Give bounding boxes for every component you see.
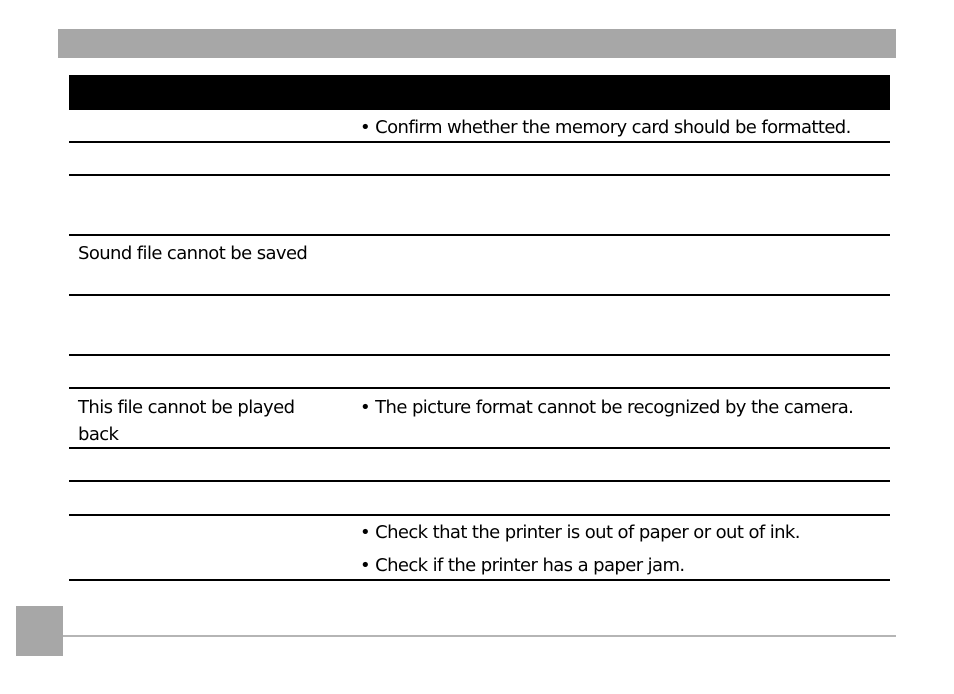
solution-line: • Confirm whether the memory card should be formatted. (360, 117, 851, 138)
problem-cell: This file cannot be played back (78, 397, 295, 445)
header-band (58, 29, 896, 58)
table-row (69, 356, 890, 389)
troubleshooting-table (69, 75, 890, 581)
problem-cell: Sound file cannot be saved (78, 243, 308, 264)
table-header-bar (69, 75, 890, 110)
solution-line: • Check that the printer is out of paper or out of ink. (360, 522, 800, 543)
solution-line: • Check if the printer has a paper jam. (360, 555, 685, 576)
footer-rule (63, 635, 896, 637)
table-row (69, 176, 890, 236)
table-row (69, 449, 890, 482)
table-row (69, 143, 890, 176)
solution-line: • The picture format cannot be recognized by the camera. (360, 397, 854, 418)
table-row (69, 296, 890, 356)
page-number-tab (16, 606, 63, 656)
table-row (69, 482, 890, 516)
